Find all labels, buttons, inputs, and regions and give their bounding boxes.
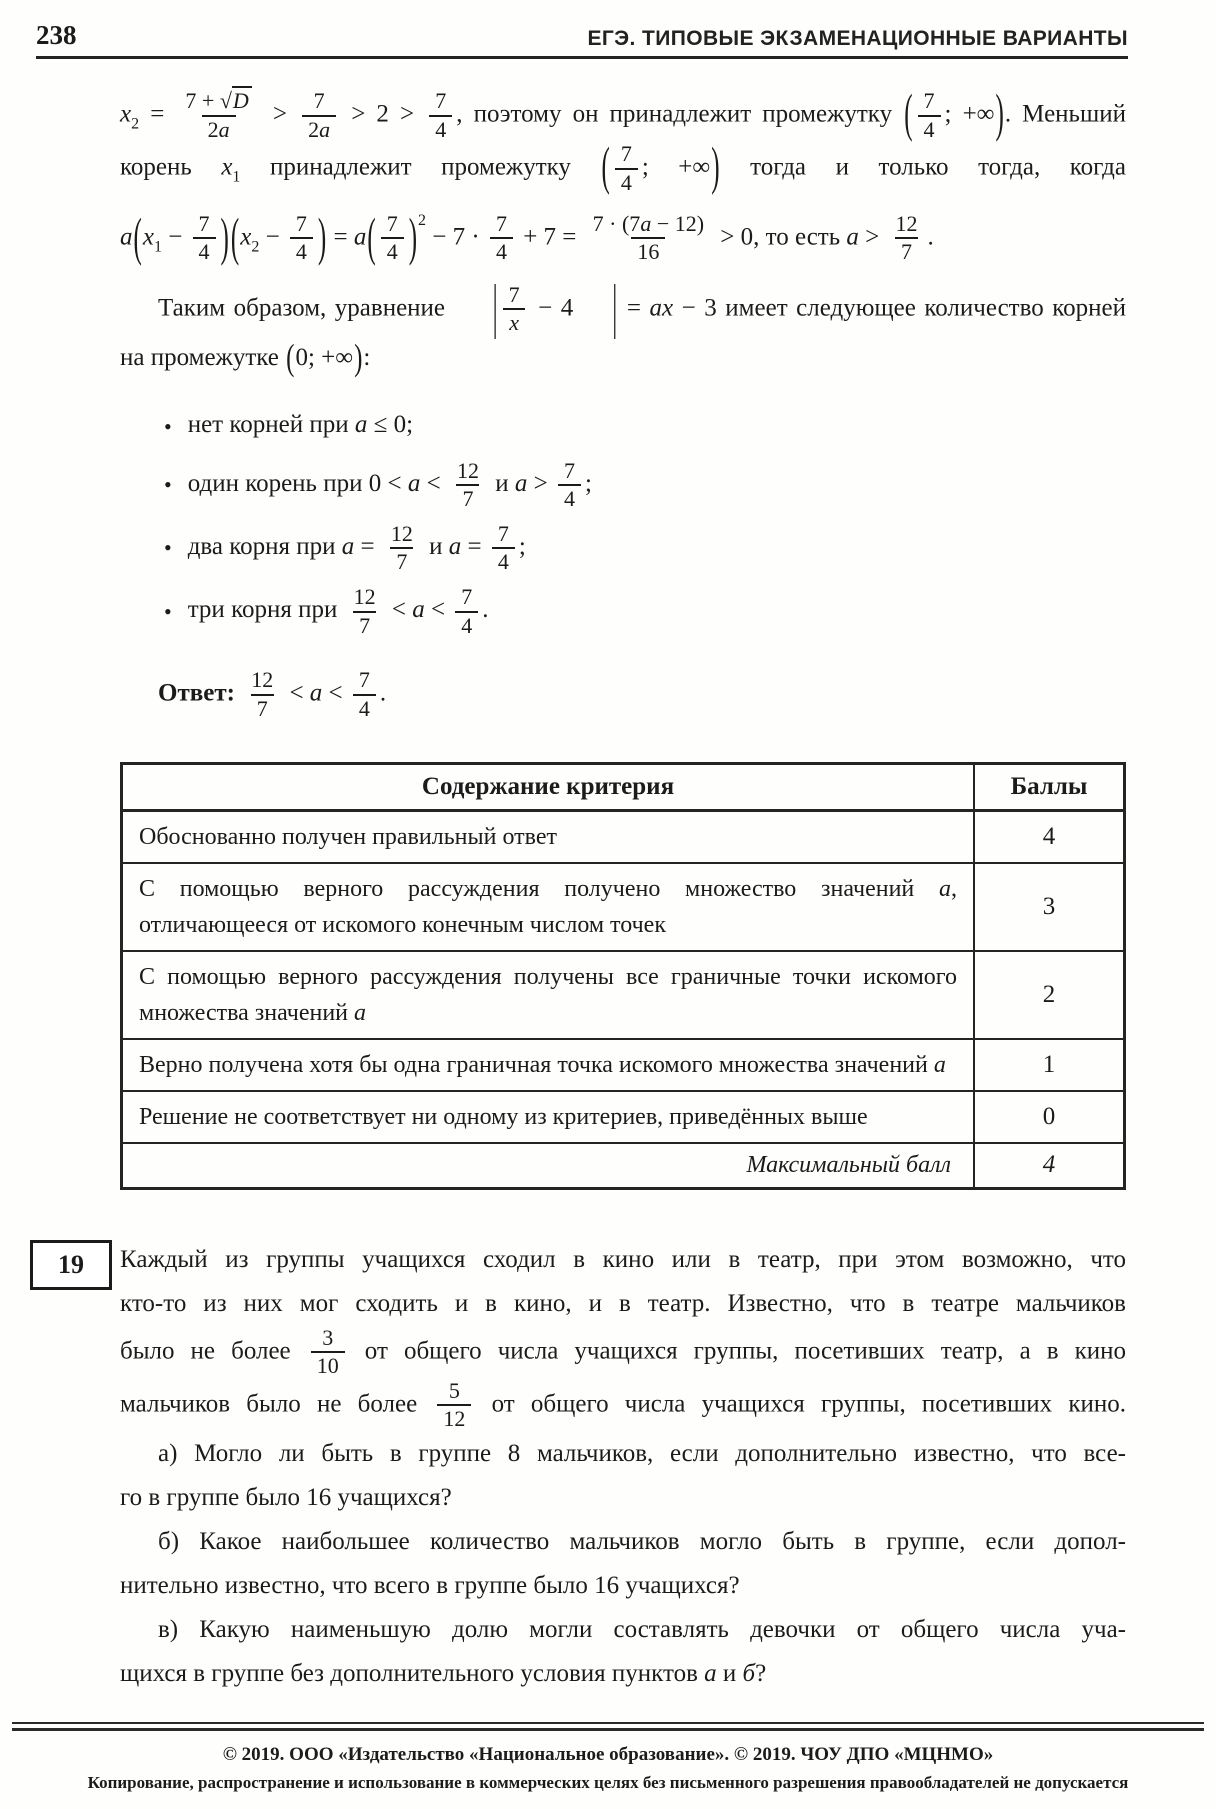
math-var: a — [933, 1051, 946, 1078]
sqrt-radical: √D — [220, 86, 252, 113]
big-paren: ( — [133, 209, 142, 267]
denominator: 7 — [353, 611, 376, 639]
points-cell: 0 — [974, 1091, 1125, 1143]
text-line: мальчиков было не более $\frac{5}{12}$ от общего числа учащихся группы, посетивших кино. — [120, 1377, 1126, 1432]
superscript: 2 — [418, 211, 427, 229]
numerator: 7 — [295, 210, 307, 236]
denominator: 4 — [492, 547, 515, 575]
math-fraction — [290, 212, 313, 265]
denominator: 7 — [895, 237, 918, 265]
math-fraction — [437, 1379, 471, 1432]
page-footer — [0, 1696, 1216, 1809]
math-fraction — [455, 585, 478, 638]
math-var: a — [846, 222, 859, 250]
math-var: a — [514, 469, 528, 497]
criteria-row — [122, 863, 1125, 951]
criteria-header-content: Содержание критерия — [122, 763, 975, 810]
math-var: ax — [649, 294, 674, 322]
points-cell: 1 — [974, 1039, 1125, 1091]
case-text: один корень при 0 < a < $\frac{12}{7}$ и a > $\frac{7}{4}$ ; — [187, 457, 592, 512]
bullet-icon: • — [164, 413, 172, 439]
text-line: $x_2$ = $\frac{7 + √D}{2a}$ > $\frac{7}{2a}$ > 2 > $\frac{7}{4}$ , поэтому он принадлежит промежутку ( $\frac{7}{4}$ ; +∞). Меньший — [120, 89, 1126, 142]
text-line: было не более $\frac{3}{10}$ от общего числа учащихся группы, посетивших театр, а в кино — [120, 1324, 1126, 1379]
problem-19-section — [0, 1238, 1126, 1697]
case-text: три корня при $\frac{12}{7}$ < a < $\frac{7}{4}$ . — [187, 584, 489, 638]
header-rule — [36, 56, 1128, 59]
math-fraction — [193, 212, 216, 265]
denominator — [503, 308, 525, 336]
numerator: 12 — [251, 667, 274, 693]
denominator: 4 — [193, 237, 216, 265]
case-text: нет корней при a ≤ 0; — [187, 411, 414, 439]
math-var: a — [354, 411, 368, 439]
footer-rule — [12, 1722, 1204, 1731]
numerator: 7 · (7a − 12) — [592, 210, 705, 236]
big-paren: ( — [367, 209, 376, 267]
text-line: а) Могло ли быть в группе 8 мальчиков, если дополнительно известно, что все- — [158, 1440, 1126, 1468]
math-var: a — [218, 116, 230, 142]
criterion-cell: С помощью верного рассуждения получено множество значений a, отличающееся от искомого конечным числом точек — [122, 863, 975, 951]
numerator: 7 + √D — [179, 89, 257, 115]
sqrt-argument: D — [232, 86, 252, 113]
subscript: 2 — [131, 115, 140, 133]
page-number: 238 — [36, 20, 77, 50]
math-var: a — [407, 469, 421, 497]
math-fraction — [302, 89, 336, 142]
criteria-header-points: Баллы — [974, 763, 1125, 810]
math-var: б — [742, 1660, 756, 1688]
page-header — [0, 0, 1216, 51]
denominator: 4 — [918, 115, 941, 143]
bullet-icon: • — [164, 535, 172, 561]
numerator: 12 — [390, 520, 413, 546]
case-text: два корня при a = $\frac{12}{7}$ и a = $\frac{7}{4}$ ; — [187, 520, 526, 575]
numerator: 7 — [358, 667, 370, 693]
numerator: 7 — [198, 210, 210, 236]
subscript: 2 — [251, 237, 260, 255]
points-cell: 3 — [974, 863, 1125, 951]
criteria-total-row — [122, 1143, 1125, 1189]
math-fraction — [381, 212, 404, 265]
points-cell: 4 — [974, 810, 1125, 863]
math-var: a — [640, 210, 652, 236]
math-fraction — [348, 585, 382, 638]
text-line: $a(x_1$ − $\frac{7}{4}$ )($x_2$ − $\frac{7}{4}$ ) = a( $\frac{7}{4}$ )$^2$ − 7 · $\frac{7}{4}$ + 7 = $\frac{7 \cdot (7a - 12)}{16}$ > 0, то есть a > $\frac{12}{7}$ . — [120, 209, 934, 267]
text-line: кто-то из них мог сходить и в кино, и в театр. Известно, что в театре мальчиков — [120, 1289, 1126, 1317]
numerator: 7 — [508, 281, 520, 307]
denominator: 4 — [615, 168, 638, 196]
abs-bar: | — [492, 275, 498, 341]
criterion-cell: С помощью верного рассуждения получены все граничные точки искомого множества значений a — [122, 951, 975, 1039]
denominator: 4 — [429, 115, 452, 143]
denominator: 16 — [631, 237, 665, 265]
numerator: 7 — [563, 457, 575, 483]
math-var: x — [221, 153, 233, 181]
answer-line: Ответ: $\frac{12}{7}$ < a < $\frac{7}{4}$ . — [158, 667, 387, 721]
numerator: 7 — [386, 210, 398, 236]
big-paren: ) — [995, 86, 1004, 143]
math-var: a — [319, 116, 331, 142]
legal-line: Копирование, распространение и использование в коммерческих целях без письменного разрешения правообладателей не допускается — [87, 1772, 1129, 1792]
math-fraction — [451, 459, 485, 512]
problem-number-box: 19 — [30, 1240, 112, 1290]
text-line: б) Какое наибольшее количество мальчиков могло быть в группе, если допол- — [158, 1528, 1126, 1556]
numerator: 12 — [353, 584, 376, 610]
criteria-header-row — [122, 763, 1125, 810]
criterion-cell: Решение не соответствует ни одному из критериев, приведённых выше — [122, 1091, 975, 1143]
math-var: x — [240, 222, 252, 250]
criteria-row — [122, 951, 1125, 1039]
numerator: 12 — [456, 457, 479, 483]
case-item — [164, 522, 1126, 575]
big-paren: ( — [230, 209, 240, 267]
big-paren: ) — [711, 139, 720, 197]
denominator: 7 — [456, 484, 479, 512]
text-line: в) Какую наименьшую долю могли составлять девочки от общего числа уча- — [158, 1616, 1126, 1644]
math-fraction — [179, 89, 257, 142]
numerator: 7 — [461, 584, 473, 610]
big-paren: ) — [317, 209, 327, 267]
math-var: a — [412, 596, 425, 624]
numerator: 7 — [923, 88, 935, 113]
bullet-icon: • — [164, 472, 172, 498]
math-fraction — [503, 283, 526, 336]
text-line: корень $x_1$ принадлежит промежутку ( $\frac{7}{4}$ ; +∞) тогда и только тогда, когда — [120, 142, 1126, 195]
math-fraction — [918, 89, 941, 142]
math-fraction — [558, 459, 581, 512]
numerator: 7 — [497, 520, 509, 546]
math-var: a — [309, 679, 323, 707]
bullet-icon: • — [164, 598, 172, 624]
numerator: 7 — [495, 210, 507, 236]
denominator: 4 — [381, 237, 404, 265]
math-var: x — [509, 310, 519, 336]
text-line: го в группе было 16 учащихся? — [120, 1484, 452, 1512]
case-item — [164, 459, 1126, 512]
points-cell: 2 — [974, 951, 1125, 1039]
denominator: 12 — [437, 1404, 471, 1432]
math-var: а — [704, 1660, 717, 1688]
numerator: 7 — [435, 88, 447, 113]
denominator: 7 — [390, 547, 413, 575]
running-title: ЕГЭ. ТИПОВЫЕ ЭКЗАМЕНАЦИОННЫЕ ВАРИАНТЫ — [587, 27, 1128, 50]
numerator: 7 — [313, 88, 325, 113]
math-var: x — [142, 222, 154, 250]
denominator: 2a — [202, 115, 236, 143]
problem-statement — [120, 1238, 1126, 1697]
math-var: a — [353, 222, 367, 250]
text-line: на промежутке (0; +∞): — [120, 336, 1126, 381]
text-line: щихся в группе без дополнительного условия пунктов а и б? — [120, 1660, 767, 1688]
math-var: a — [939, 875, 951, 902]
math-fraction — [353, 668, 376, 721]
big-paren: ( — [286, 338, 295, 379]
criteria-table — [120, 762, 1126, 1190]
criteria-row — [122, 810, 1125, 863]
denominator: 4 — [490, 237, 513, 265]
case-list — [164, 403, 1126, 638]
criteria-body — [122, 810, 1125, 1143]
math-var: a — [448, 533, 462, 561]
math-var: a — [120, 222, 133, 250]
total-label: Максимальный балл — [122, 1143, 975, 1189]
denominator: 10 — [311, 1351, 345, 1379]
subscript: 1 — [232, 168, 241, 186]
math-fraction — [385, 522, 419, 575]
big-paren: ( — [904, 86, 913, 143]
numerator: 12 — [895, 210, 918, 236]
text-line: нительно известно, что всего в группе было 16 учащихся? — [120, 1572, 740, 1600]
total-points: 4 — [974, 1143, 1125, 1189]
criteria-row — [122, 1039, 1125, 1091]
math-fraction — [890, 212, 924, 265]
numerator: 3 — [322, 1324, 334, 1350]
math-fraction — [245, 668, 279, 721]
text-line: Каждый из группы учащихся сходил в кино или в театр, при этом возможно, что — [120, 1245, 1126, 1273]
big-paren: ) — [220, 209, 229, 267]
case-item — [164, 585, 1126, 638]
criterion-cell: Обоснованно получен правильный ответ — [122, 810, 975, 863]
solution-section — [120, 86, 1126, 1190]
denominator: 4 — [455, 611, 478, 639]
numerator: 7 — [620, 141, 632, 167]
big-paren: ( — [601, 139, 610, 197]
abs-bar: | — [612, 275, 618, 341]
solution-text — [120, 86, 1126, 381]
denominator: 4 — [290, 237, 313, 265]
case-item — [164, 403, 1126, 448]
big-paren: ) — [408, 209, 418, 267]
denominator: 2a — [302, 115, 336, 143]
criteria-row — [122, 1091, 1125, 1143]
numerator: 5 — [448, 1377, 460, 1403]
text-line: Таким образом, уравнение | $\frac{7}{x}$ − 4 | = ax − 3 имеет следующее количество корней — [120, 283, 1126, 336]
copyright-line: © 2019. ООО «Издательство «Национальное образование». © 2019. ЧОУ ДПО «МЦНМО» — [222, 1744, 994, 1766]
denominator: 4 — [353, 694, 376, 722]
denominator: 7 — [251, 694, 274, 722]
math-var: a — [341, 533, 355, 561]
denominator: 4 — [558, 484, 581, 512]
math-fraction — [311, 1326, 345, 1379]
math-var: a — [354, 999, 367, 1026]
big-paren: ) — [354, 338, 363, 379]
math-fraction — [615, 142, 638, 195]
math-var: x — [120, 100, 132, 128]
answer-label: Ответ: — [158, 679, 242, 707]
math-fraction — [492, 522, 515, 575]
math-fraction — [429, 89, 452, 142]
subscript: 1 — [153, 237, 162, 255]
criterion-cell: Верно получена хотя бы одна граничная точка искомого множества значений a — [122, 1039, 975, 1091]
